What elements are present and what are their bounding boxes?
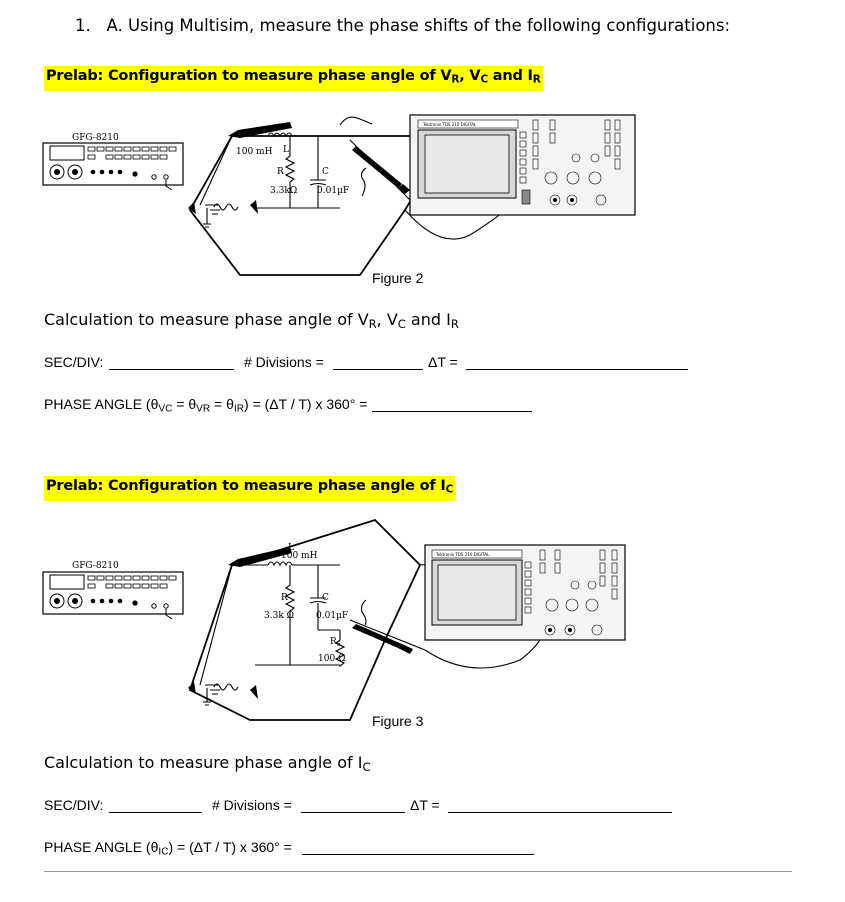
scope-brand-1: Tektronix TDS 210 DIGITAL xyxy=(423,122,477,127)
delta-t-label-2: ΔT = xyxy=(410,797,440,813)
secdiv-label-2: SEC/DIV: xyxy=(44,797,104,813)
divisions-label-2: # Divisions = xyxy=(212,797,292,813)
inductor-letter-1: L xyxy=(283,145,289,155)
question-number: 1. xyxy=(75,16,91,35)
scope-brand-2: Tektronix TDS 210 DIGITAL xyxy=(436,552,490,557)
function-generator-2 xyxy=(43,561,183,619)
page-divider xyxy=(44,871,792,872)
calc-heading-2: Calculation to measure phase angle of $I_C$ xyxy=(44,753,371,774)
resistor-value-2: 3.3k Ω xyxy=(264,611,295,621)
generator-label-2: GFG-8210 xyxy=(72,561,119,571)
phase-angle-label-2: PHASE ANGLE $(\theta_{IC}) = (\Delta T / T)$ x 360° = xyxy=(44,839,292,858)
oscilloscope-2 xyxy=(425,545,625,640)
delta-t-blank-2[interactable] xyxy=(448,812,672,813)
secdiv-label-1: SEC/DIV: xyxy=(44,354,104,370)
resistor-value-1: 3.3kΩ xyxy=(270,186,298,196)
rs-value: 100 Ω xyxy=(318,654,346,664)
capacitor-letter-2: C xyxy=(322,593,329,603)
divisions-blank-2[interactable] xyxy=(301,812,405,813)
phase-angle-label-1: PHASE ANGLE $(\theta_{VC} = \theta_{VR} = \theta_{IR}) = (\Delta T / T)$ x 360° = xyxy=(44,396,368,415)
figure-3-caption: Figure 3 xyxy=(372,713,424,729)
prelab-heading-1: Prelab: Configuration to measure phase angle of $V_R$, $V_C$ and $I_R$ xyxy=(44,66,543,91)
phase-angle-blank-2[interactable] xyxy=(302,854,534,855)
rs-letter: $R_S$ xyxy=(330,637,341,648)
calc-heading-1: Calculation to measure phase angle of $V_R$, $V_C$ and $I_R$ xyxy=(44,310,459,331)
resistor-letter-2: R xyxy=(281,593,288,603)
question-text: A. Using Multisim, measure the phase shifts of the following configurations: xyxy=(106,16,731,35)
capacitor-letter-1: C xyxy=(322,167,329,177)
inductor-label-2: 100 mH xyxy=(281,551,318,561)
capacitor-value-1: 0.01µF xyxy=(317,186,350,196)
divisions-label-1: # Divisions = xyxy=(244,354,324,370)
secdiv-blank-2[interactable] xyxy=(109,812,202,813)
delta-t-label-1: ΔT = xyxy=(428,354,458,370)
figure-2-caption: Figure 2 xyxy=(372,270,424,286)
inductor-label-1: 100 mH xyxy=(236,147,273,157)
inductor-letter-2: L xyxy=(288,543,294,553)
resistor-letter-1: R xyxy=(277,167,284,177)
prelab-heading-2: Prelab: Configuration to measure phase angle of $I_C$ xyxy=(44,476,455,501)
capacitor-value-2: 0.01µF xyxy=(316,611,349,621)
generator-label: GFG-8210 xyxy=(72,133,119,143)
